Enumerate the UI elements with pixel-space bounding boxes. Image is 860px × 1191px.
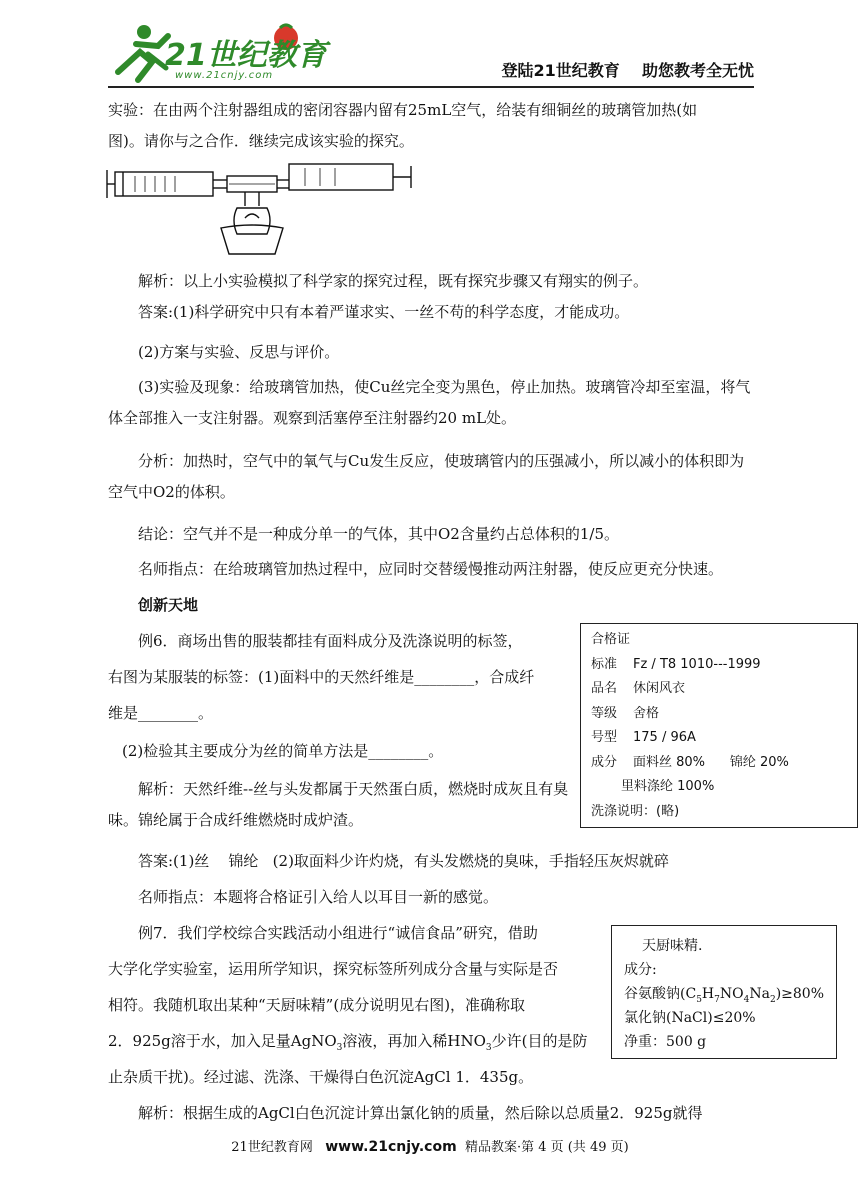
example-7-line-1: 例7．我们学校综合实践活动小组进行“诚信食品”研究，借助	[138, 924, 538, 942]
teacher-tip-1: 名师指点：在给玻璃管加热过程中，应同时交替缓慢推动两注射器，使反应更充分快速。	[138, 560, 724, 578]
example-7-analysis: 解析：根据生成的AgCl白色沉淀计算出氯化钠的质量，然后除以总质量2．925g就得	[138, 1104, 703, 1122]
msg-glutamate-sub2: 7	[714, 994, 720, 1005]
answer-1: 答案:(1)科学研究中只有本着严谨求实、一丝不苟的科学态度，才能成功。	[138, 303, 630, 321]
answer-3: (3)实验及现象：给玻璃管加热，使Cu丝完全变为黑色，停止加热。玻璃管冷却至室温，将气体全部推入一支注射器。观察到活塞停至注射器约20 mL处。	[108, 378, 751, 427]
msg-glutamate-sub4: 2	[769, 994, 776, 1005]
answer-2: (2)方案与实验、反思与评价。	[138, 343, 340, 361]
msg-glutamate-d: Na	[749, 986, 770, 1002]
cert-key: 品名	[591, 681, 618, 696]
example-7-line-3: 相符。我随机取出某种“天厨味精”(成分说明见右图)，准确称取	[108, 996, 526, 1014]
cert-key: 等级	[591, 705, 618, 721]
cert-value: 休闲风衣	[633, 681, 686, 696]
example-6-answer: 答案:(1)丝 锦纶 (2)取面料少许灼烧，有头发燃烧的臭味，手指轻压灰烬就碎	[138, 852, 669, 870]
section-title	[108, 590, 756, 621]
cert-row-standard	[591, 653, 847, 678]
page-footer	[0, 1136, 860, 1155]
garment-certificate-label	[580, 623, 858, 828]
cert-title: 合格证	[591, 632, 631, 647]
cert-key: 标准	[591, 656, 618, 672]
cert-value: 175 / 96A	[633, 730, 696, 745]
header-tagline: 登陆21世纪教育 助您教考全无忧	[501, 61, 754, 80]
example-6-analysis: 解析：天然纤维--丝与头发都属于天然蛋白质，燃烧时成灰且有臭味。锦纶属于合成纤维燃烧时成炉渣。	[108, 780, 569, 829]
msg-glutamate-sub3: 4	[743, 994, 750, 1005]
section-title-text: 创新天地	[138, 596, 199, 614]
page-header	[0, 0, 860, 92]
example-7-line-4	[108, 1026, 608, 1064]
cert-value: 舍格	[633, 705, 660, 721]
analysis-2: 分析：加热时，空气中的氧气与Cu发生反应，使玻璃管内的压强减小，所以减小的体积即为空气中O2的体积。	[108, 452, 745, 501]
footer-page-info: 精品教案·第 4 页 (共 49 页)	[464, 1140, 629, 1155]
example-6-line-2: 右图为某服装的标签：(1)面料中的天然纤维是________，合成纤	[108, 668, 535, 686]
syringe-apparatus-figure	[105, 158, 415, 260]
nitrate-subscript: 3	[336, 1043, 343, 1053]
footer-url[interactable]: www.21cnjy.com	[325, 1139, 457, 1155]
msg-glutamate-b: H	[701, 986, 715, 1002]
cert-row-name	[591, 677, 847, 702]
conclusion: 结论：空气并不是一种成分单一的气体，其中O2含量约占总体积的1/5。	[138, 525, 619, 543]
example-6-question-2: (2)检验其主要成分为丝的简单方法是________。	[122, 742, 444, 760]
example-7-line-5: 止杂质干扰)。经过滤、洗涤、干燥得白色沉淀AgCl 1．435g。	[108, 1068, 534, 1086]
ex7-text-c: 少许(目的是防	[491, 1032, 588, 1050]
cert-row-size	[591, 726, 847, 751]
msg-net-weight: 净重：500 g	[624, 1034, 707, 1050]
analysis-paragraph: 解析：以上小实验模拟了科学家的探究过程，既有探究步骤又有翔实的例子。	[138, 272, 649, 290]
logo-text: 21世纪教育	[165, 38, 327, 73]
nitric-subscript: 3	[485, 1043, 492, 1053]
example-6-line-3: 维是________。	[108, 704, 214, 722]
example-7-line-2: 大学化学实验室，运用所学知识，探究标签所列成分含量与实际是否	[108, 960, 559, 978]
msg-glutamate-e: )≥80%	[775, 986, 824, 1002]
msg-glutamate-a: 谷氨酸钠(C	[624, 986, 697, 1002]
cert-value: Fz / T8 1010---1999	[633, 656, 761, 672]
cert-value: 面料丝 80% 锦纶 20%	[633, 754, 789, 770]
cert-row-composition	[591, 751, 847, 776]
header-divider	[108, 86, 754, 88]
ex7-text-a: 2．925g溶于水，加入足量AgNO	[108, 1032, 337, 1050]
msg-glutamate-sub1: 5	[696, 994, 702, 1005]
cert-row-grade	[591, 702, 847, 727]
cert-key: 成分	[591, 754, 618, 770]
cert-key: 号型	[591, 730, 618, 745]
msg-glutamate	[624, 982, 824, 1006]
example-6-line-1: 例6．商场出售的服装都挂有面料成分及洗涤说明的标签，	[138, 632, 523, 650]
msg-title: 天厨味精.	[642, 938, 703, 954]
msg-ingredient-label	[611, 925, 837, 1059]
example-6-tip: 名师指点：本题将合格证引入给人以耳目一新的感觉。	[138, 888, 499, 906]
msg-glutamate-c: NO	[719, 986, 744, 1002]
cert-lining: 里料涤纶 100%	[621, 779, 715, 794]
logo-url: www.21cnjy.com	[175, 70, 274, 81]
footer-site: 21世纪教育网	[231, 1140, 313, 1155]
intro-line-1: 实验：在由两个注射器组成的密闭容器内留有25mL空气，给装有细铜丝的玻璃管加热(如	[108, 101, 698, 119]
cert-washing: 洗涤说明：(略)	[591, 803, 680, 819]
intro-line-2: 图)。请你与之合作．继续完成该实验的探究。	[108, 132, 414, 150]
ex7-text-b: 溶液，再加入稀HNO	[342, 1032, 486, 1050]
msg-nacl: 氯化钠(NaCl)≤20%	[624, 1010, 756, 1026]
msg-ingredients-heading: 成分:	[624, 962, 657, 978]
